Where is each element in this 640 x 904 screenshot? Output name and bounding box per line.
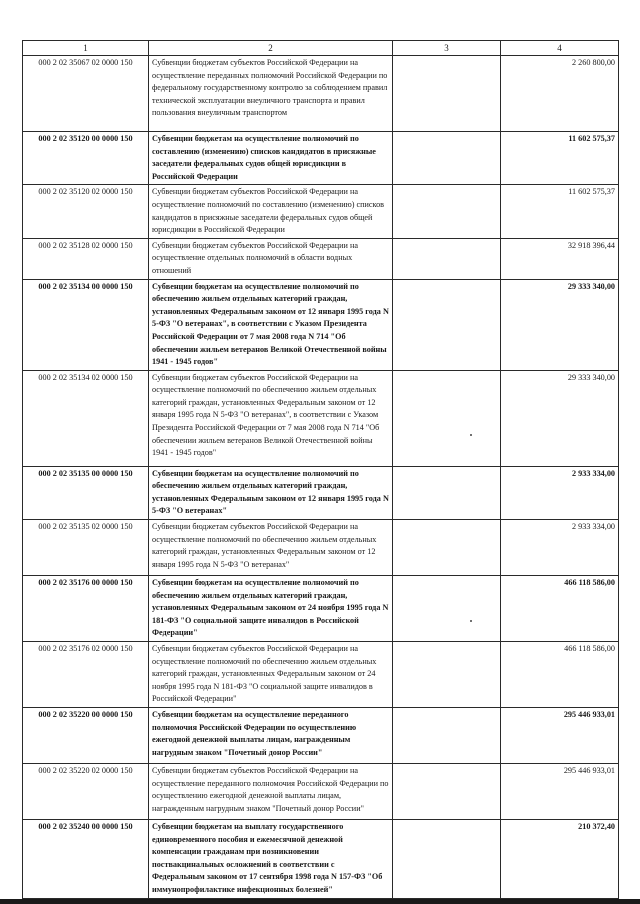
row-col3	[393, 56, 501, 132]
header-col-3: 3	[393, 41, 501, 56]
table-row	[23, 185, 619, 238]
row-amount: 29 333 340,00	[501, 279, 619, 370]
row-name: Субвенции бюджетам субъектов Российской Федерации на осуществление переданного полномочия Российской Федерации по осуществлению ежегодной денежной выплаты лицам, награжденным нагрудным знаком "Почетный донор России"	[149, 764, 393, 820]
row-amount: 466 118 586,00	[501, 576, 619, 642]
row-amount: 210 372,40	[501, 820, 619, 899]
scan-speck	[470, 434, 472, 436]
row-code: 000 2 02 35120 02 0000 150	[23, 185, 149, 238]
table-row	[23, 708, 619, 764]
header-col-2: 2	[149, 41, 393, 56]
row-col3	[393, 132, 501, 185]
row-col3	[393, 764, 501, 820]
row-name: Субвенции бюджетам на осуществление переданного полномочия Российской Федерации по осуществлению ежегодной денежной выплаты лицам, награжденным нагрудным знаком "Почетный донор России"	[149, 708, 393, 764]
row-col3	[393, 466, 501, 519]
table-row	[23, 466, 619, 519]
row-code: 000 2 02 35220 02 0000 150	[23, 764, 149, 820]
row-name: Субвенции бюджетам на осуществление полномочий по обеспечению жильем отдельных категорий граждан, установленных Федеральным законом от 12 января 1995 года N 5-ФЗ "О ветеранах"	[149, 466, 393, 519]
header-row	[23, 41, 619, 56]
table-row	[23, 520, 619, 576]
table-row	[23, 132, 619, 185]
row-amount: 2 933 334,00	[501, 466, 619, 519]
row-amount: 11 602 575,37	[501, 132, 619, 185]
budget-table	[22, 40, 619, 899]
scan-edge	[0, 899, 640, 904]
row-col3	[393, 370, 501, 466]
table-body	[23, 56, 619, 899]
row-name: Субвенции бюджетам на выплату государственного единовременного пособия и ежемесячной денежной компенсации гражданам при возникновении поствакцинальных осложнений в соответствии с Федеральным законом от 17 сентября 1998 года N 157-ФЗ "Об иммунопрофилактике инфекционных болезней"	[149, 820, 393, 899]
row-code: 000 2 02 35135 00 0000 150	[23, 466, 149, 519]
row-name: Субвенции бюджетам субъектов Российской Федерации на осуществление полномочий по составлению (изменению) списков кандидатов в присяжные заседатели федеральных судов общей юрисдикции в Российской Федерации	[149, 185, 393, 238]
header-col-4: 4	[501, 41, 619, 56]
row-col3	[393, 642, 501, 708]
row-name: Субвенции бюджетам на осуществление полномочий по обеспечению жильем отдельных категорий граждан, установленных Федеральным законом от 24 ноября 1995 года N 181-ФЗ "О социальной защите инвалидов в Российской Федерации"	[149, 576, 393, 642]
row-col3	[393, 820, 501, 899]
row-name: Субвенции бюджетам субъектов Российской Федерации на осуществление отдельных полномочий в области водных отношений	[149, 238, 393, 279]
row-amount: 2 933 334,00	[501, 520, 619, 576]
table-row	[23, 642, 619, 708]
row-name: Субвенции бюджетам субъектов Российской Федерации на осуществление полномочий по обеспечению жильем отдельных категорий граждан, установленных Федеральным законом от 24 ноября 1995 года N 181-ФЗ "О социальной защите инвалидов в Российской Федерации"	[149, 642, 393, 708]
row-col3	[393, 238, 501, 279]
row-col3	[393, 185, 501, 238]
row-name: Субвенции бюджетам на осуществление полномочий по составлению (изменению) списков кандидатов в присяжные заседатели федеральных судов общей юрисдикции в Российской Федерации	[149, 132, 393, 185]
row-code: 000 2 02 35120 00 0000 150	[23, 132, 149, 185]
table-row	[23, 370, 619, 466]
row-amount: 295 446 933,01	[501, 708, 619, 764]
row-code: 000 2 02 35135 02 0000 150	[23, 520, 149, 576]
row-col3	[393, 279, 501, 370]
row-code: 000 2 02 35220 00 0000 150	[23, 708, 149, 764]
row-name: Субвенции бюджетам на осуществление полномочий по обеспечению жильем отдельных категорий граждан, установленных Федеральным законом от 12 января 1995 года N 5-ФЗ "О ветеранах", в соответствии с Указом Президента Российской Федерации от 7 мая 2008 года N 714 "Об обеспечении жильем ветеранов Великой Отечественной войны 1941 - 1945 годов"	[149, 279, 393, 370]
row-name: Субвенции бюджетам субъектов Российской Федерации на осуществление полномочий по обеспечению жильем отдельных категорий граждан, установленных Федеральным законом от 12 января 1995 года N 5-ФЗ "О ветеранах"	[149, 520, 393, 576]
table-row	[23, 238, 619, 279]
table-row	[23, 279, 619, 370]
row-col3	[393, 576, 501, 642]
row-amount: 295 446 933,01	[501, 764, 619, 820]
table-row	[23, 576, 619, 642]
row-code: 000 2 02 35176 00 0000 150	[23, 576, 149, 642]
row-code: 000 2 02 35176 02 0000 150	[23, 642, 149, 708]
row-amount: 11 602 575,37	[501, 185, 619, 238]
row-name: Субвенции бюджетам субъектов Российской Федерации на осуществление полномочий по обеспечению жильем отдельных категорий граждан, установленных Федеральным законом от 12 января 1995 года N 5-ФЗ "О ветеранах", в соответствии с Указом Президента Российской Федерации от 7 мая 2008 года N 714 "Об обеспечении жильем ветеранов Великой Отечественной войны 1941 - 1945 годов"	[149, 370, 393, 466]
row-amount: 466 118 586,00	[501, 642, 619, 708]
row-amount: 2 260 800,00	[501, 56, 619, 132]
scan-speck	[470, 620, 472, 622]
header-col-1: 1	[23, 41, 149, 56]
row-code: 000 2 02 35240 00 0000 150	[23, 820, 149, 899]
row-amount: 29 333 340,00	[501, 370, 619, 466]
row-code: 000 2 02 35134 02 0000 150	[23, 370, 149, 466]
row-code: 000 2 02 35067 02 0000 150	[23, 56, 149, 132]
row-code: 000 2 02 35128 02 0000 150	[23, 238, 149, 279]
row-col3	[393, 708, 501, 764]
row-col3	[393, 520, 501, 576]
table-row	[23, 764, 619, 820]
table-row	[23, 56, 619, 132]
row-amount: 32 918 396,44	[501, 238, 619, 279]
row-code: 000 2 02 35134 00 0000 150	[23, 279, 149, 370]
table-row	[23, 820, 619, 899]
row-name: Субвенции бюджетам субъектов Российской Федерации на осуществление переданных полномочий Российской Федерации по федеральному государственному контролю за соблюдением правил технической эксплуатации внеуличного транспорта и правил пользования внеуличным транспортом	[149, 56, 393, 132]
